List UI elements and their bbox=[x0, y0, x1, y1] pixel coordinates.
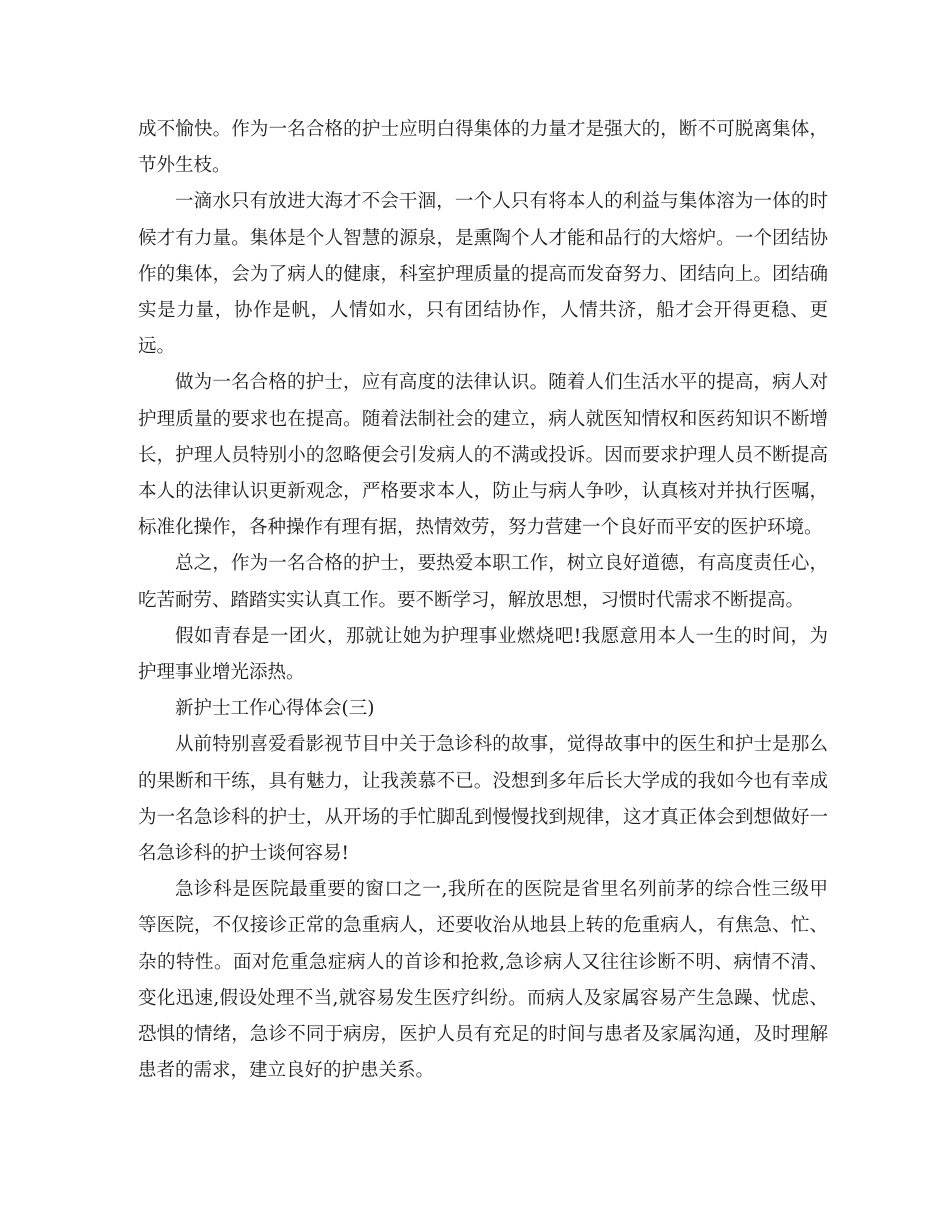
paragraph-youth: 假如青春是一团火，那就让她为护理事业燃烧吧!我愿意用本人一生的时间，为护理事业增光添热。 bbox=[138, 625, 828, 684]
section-title: 新护士工作心得体会(三) bbox=[175, 698, 375, 720]
document-body bbox=[138, 112, 828, 1089]
paragraph-teamwork: 一滴水只有放进大海才不会干涸，一个人只有将本人的利益与集体溶为一体的时候才有力量。集体是个人智慧的源泉，是熏陶个人才能和品行的大熔炉。一个团结协作的集体，会为了病人的健康，科室护理质量的提高而发奋努力、团结向上。团结确实是力量，协作是帆，人情如水，只有团结协作，人情共济，船才会开得更稳、更远。 bbox=[138, 191, 828, 358]
paragraph-continuation: 成不愉快。作为一名合格的护士应明白得集体的力量才是强大的，断不可脱离集体，节外生枝。 bbox=[138, 119, 828, 177]
paragraph-legal-awareness: 做为一名合格的护士，应有高度的法律认识。随着人们生活水平的提高，病人对护理质量的要求也在提高。随着法制社会的建立，病人就医知情权和医药知识不断增长，护理人员特别小的忽略便会引发病人的不满或投诉。因而要求护理人员不断提高本人的法律认识更新观念，严格要求本人，防止与病人争吵，认真核对并执行医嘱，标准化操作，各种操作有理有据，热情效劳，努力营建一个良好而平安的医护环境。 bbox=[138, 372, 828, 539]
paragraph-summary: 总之，作为一名合格的护士，要热爱本职工作，树立良好道德，有高度责任心，吃苦耐劳、踏踏实实认真工作。要不断学习，解放思想，习惯时代需求不断提高。 bbox=[138, 553, 828, 611]
paragraph-emergency-department: 急诊科是医院最重要的窗口之一,我所在的医院是省里名列前茅的综合性三级甲等医院，不仅接诊正常的急重病人，还要收治从地县上转的危重病人，有焦急、忙、杂的特性。面对危重急症病人的首诊和抢救,急诊病人又往往诊断不明、病情不清、变化迅速,假设处理不当,就容易发生医疗纠纷。而病人及家属容易产生急躁、忧虑、恐惧的情绪，急诊不同于病房，医护人员有充足的时间与患者及家属沟通，及时理解患者的需求，建立良好的护患关系。 bbox=[138, 879, 828, 1082]
paragraph-emergency-intro: 从前特别喜爱看影视节目中关于急诊科的故事，觉得故事中的医生和护士是那么的果断和干练，具有魅力，让我羡慕不已。没想到多年后长大学成的我如今也有幸成为一名急诊科的护士，从开场的手忙脚乱到慢慢找到规律，这才真正体会到想做好一名急诊科的护士谈何容易! bbox=[138, 734, 828, 865]
